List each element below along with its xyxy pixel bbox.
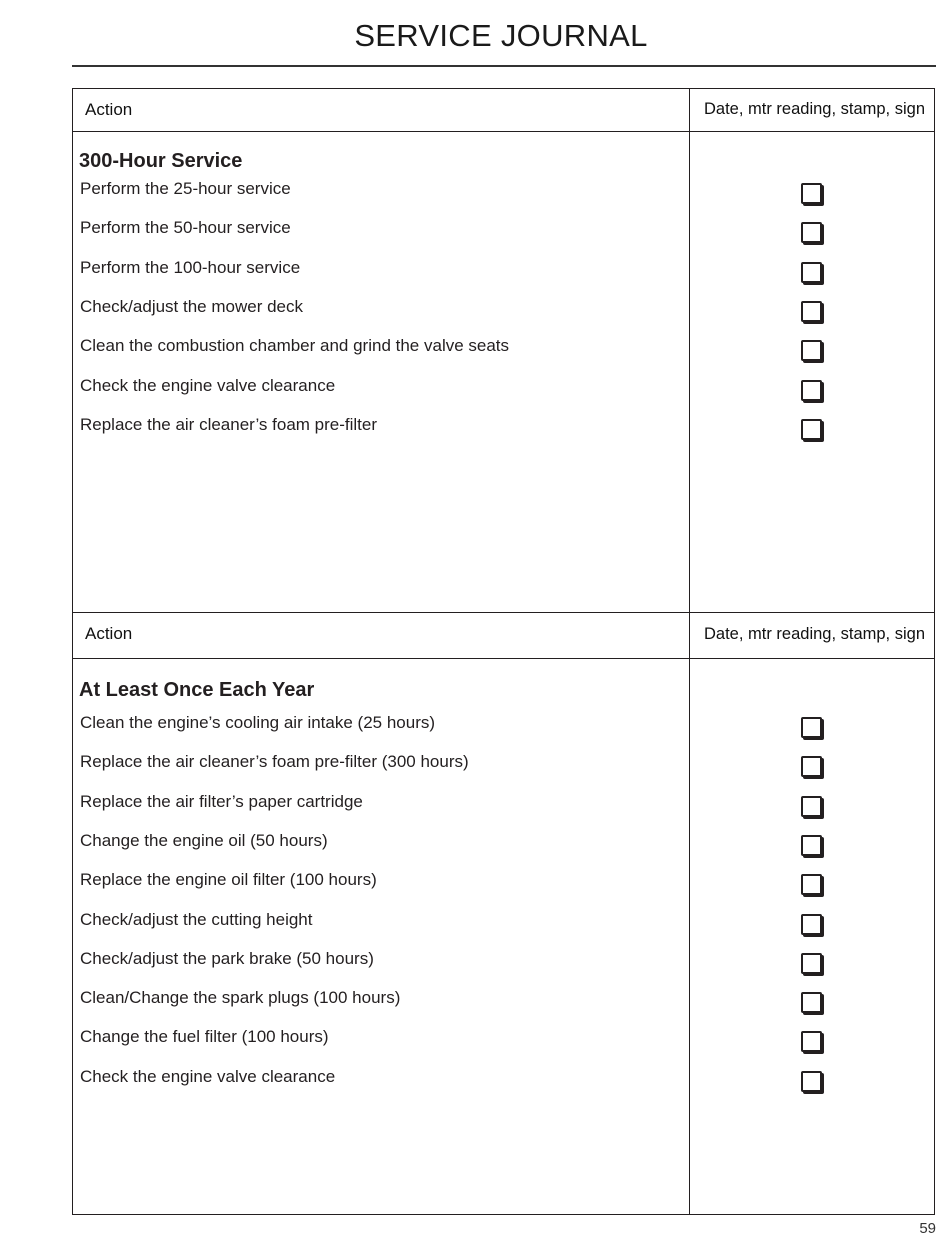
checklist-item-label: Perform the 100-hour service [80, 258, 301, 277]
checkbox[interactable] [801, 914, 822, 935]
checkbox[interactable] [801, 380, 822, 401]
checkbox[interactable] [801, 874, 822, 895]
checkbox[interactable] [801, 992, 822, 1013]
checklist-item-label: Check the engine valve clearance [80, 1067, 336, 1086]
checklist-item [73, 415, 934, 454]
service-table-300-hour [72, 88, 935, 613]
checkbox[interactable] [801, 419, 822, 440]
table-header-row [73, 89, 934, 132]
checkbox[interactable] [801, 340, 822, 361]
checklist-item [73, 376, 934, 415]
checklist-item-label: Change the engine oil (50 hours) [80, 831, 328, 850]
checklist-item [73, 179, 934, 218]
checklist-item [73, 1027, 934, 1066]
header-date: Date, mtr reading, stamp, sign [703, 100, 925, 118]
checklist-item [73, 949, 934, 988]
checklist-item-label: Replace the engine oil filter (100 hours) [80, 870, 377, 889]
checkbox[interactable] [801, 796, 822, 817]
section-title: At Least Once Each Year [79, 679, 315, 701]
checklist-item-label: Check the engine valve clearance [80, 376, 336, 395]
table-header-row [73, 613, 934, 659]
checklist-item [73, 1067, 934, 1106]
checkbox[interactable] [801, 1071, 822, 1092]
page-title: SERVICE JOURNAL [354, 18, 648, 53]
title-divider [72, 65, 936, 67]
checklist-item-label: Clean the engine’s cooling air intake (25 hours) [80, 713, 436, 732]
service-table-yearly [72, 612, 935, 1215]
checklist-item [73, 713, 934, 752]
checklist-item [73, 336, 934, 375]
checklist-item-label: Check/adjust the mower deck [80, 297, 303, 316]
checklist-item [73, 752, 934, 791]
page-number: 59 [919, 1220, 936, 1237]
checkbox[interactable] [801, 1031, 822, 1052]
checklist-item-label: Check/adjust the park brake (50 hours) [80, 949, 374, 968]
checklist-item [73, 910, 934, 949]
checklist-item [73, 792, 934, 831]
checklist-item-label: Replace the air cleaner’s foam pre-filter [80, 415, 378, 434]
checkbox[interactable] [801, 756, 822, 777]
checkbox[interactable] [801, 717, 822, 738]
checklist-item-label: Clean/Change the spark plugs (100 hours) [80, 988, 401, 1007]
checkbox[interactable] [801, 183, 822, 204]
checklist-item [73, 831, 934, 870]
checklist-item [73, 988, 934, 1027]
checkbox[interactable] [801, 835, 822, 856]
checkbox[interactable] [801, 262, 822, 283]
header-action: Action [85, 624, 133, 643]
checklist-item-label: Check/adjust the cutting height [80, 910, 313, 929]
checklist-item-label: Replace the air filter’s paper cartridge [80, 792, 363, 811]
checkbox[interactable] [801, 953, 822, 974]
checklist-item-label: Change the fuel filter (100 hours) [80, 1027, 329, 1046]
checklist-item [73, 870, 934, 909]
checkbox[interactable] [801, 222, 822, 243]
section-title: 300-Hour Service [79, 150, 243, 172]
checklist-item-label: Perform the 25-hour service [80, 179, 291, 198]
checklist-item [73, 258, 934, 297]
checklist-item-label: Clean the combustion chamber and grind the valve seats [80, 336, 510, 355]
checklist-item [73, 218, 934, 257]
checkbox[interactable] [801, 301, 822, 322]
checklist-item-label: Replace the air cleaner’s foam pre-filter (300 hours) [80, 752, 469, 771]
header-date: Date, mtr reading, stamp, sign [703, 625, 925, 643]
checklist-item [73, 297, 934, 336]
checklist-item-label: Perform the 50-hour service [80, 218, 291, 237]
header-action: Action [85, 100, 133, 119]
